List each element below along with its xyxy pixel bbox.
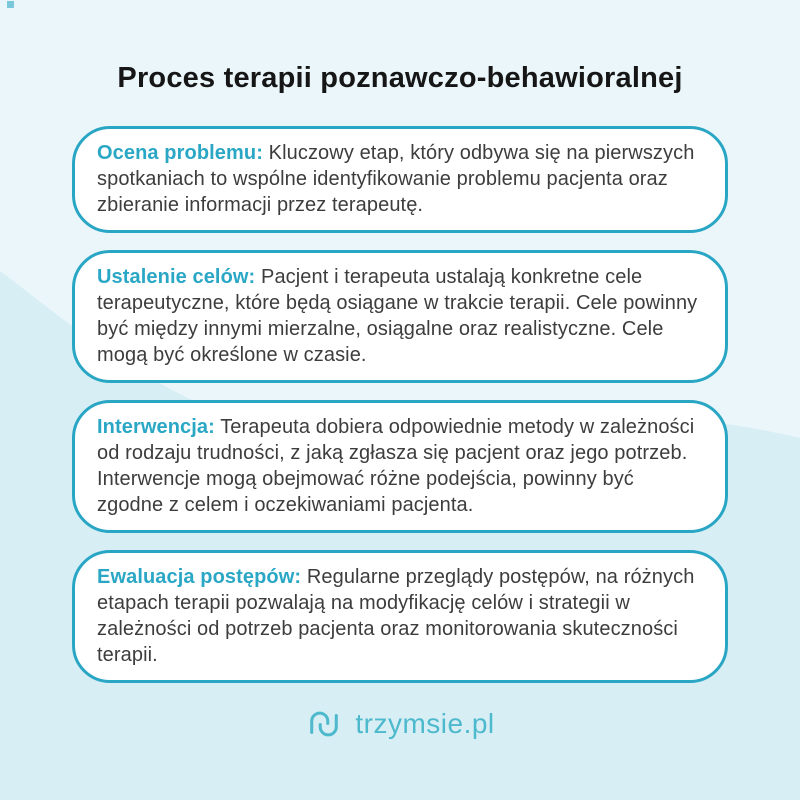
interlocked-loops-icon (305, 707, 343, 741)
card-label: Interwencja: (97, 416, 215, 438)
card-label: Ocena problemu: (97, 142, 263, 164)
footer-logo (72, 707, 728, 741)
logo-text: trzymsie.pl (355, 708, 495, 739)
card-label: Ustalenie celów: (97, 266, 256, 288)
card-progress-evaluation (72, 550, 728, 683)
card-text: Pacjent i terapeuta ustalają konkretne cele terapeutyczne, które będą osiągane w trakcie terapii. Cele powinny być między innymi mierzalne, osiągalne oraz realistyczne. Cele mogą być określone w czasie. (97, 266, 698, 366)
card-text: Terapeuta dobiera odpowiednie metody w zależności od rodzaju trudności, z jaką zgłasza się pacjent oraz jego potrzeb. Interwencje mogą obejmować różne podejścia, powinny być zgodne z celem i oczekiwaniami pacjenta. (97, 416, 695, 516)
page-title: Proces terapii poznawczo-behawioralnej (117, 62, 683, 94)
corner-artifact (7, 1, 14, 8)
card-text: Regularne przeglądy postępów, na różnych etapach terapii pozwalają na modyfikację celów i strategii w zależności od potrzeb pacjenta oraz monitorowania skuteczności terapii. (97, 566, 695, 666)
card-problem-assessment (72, 126, 728, 233)
card-goal-setting (72, 250, 728, 383)
card-text: Kluczowy etap, który odbywa się na pierwszych spotkaniach to wspólne identyfikowanie problemu pacjenta oraz zbieranie informacji przez terapeutę. (97, 142, 695, 216)
card-intervention (72, 400, 728, 533)
card-label: Ewaluacja postępów: (97, 566, 302, 588)
